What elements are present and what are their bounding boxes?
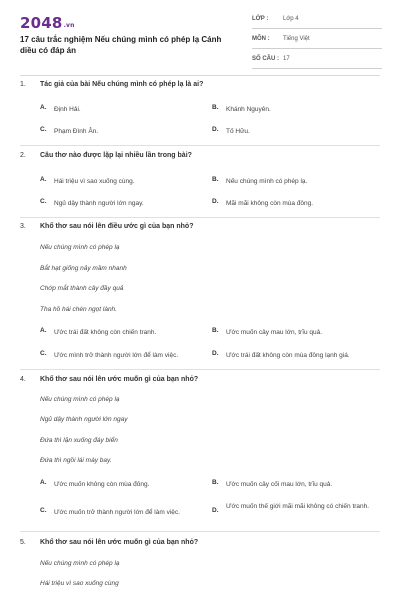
question-number: 5. xyxy=(20,539,26,546)
question-text: Khổ thơ sau nói lên ước muốn gì của bạn nhỏ? xyxy=(40,376,199,383)
question-text: Khổ thơ sau nói lên ước muốn gì của bạn nhỏ? xyxy=(40,539,199,546)
meta-box xyxy=(252,12,382,72)
option-text: Mãi mãi không còn mùa đông. xyxy=(226,200,314,207)
meta-label: SỐ CÂU : xyxy=(252,56,279,62)
meta-value: Tiếng Việt xyxy=(283,36,310,42)
option-letter: A. xyxy=(40,479,47,486)
site-logo[interactable] xyxy=(20,14,75,32)
option-text: Ước muốn cây cối mau lớn, trĩu quả. xyxy=(226,481,333,488)
question-2 xyxy=(20,152,380,166)
poem-line: Ngủ dậy thành người lớn ngay xyxy=(40,416,128,423)
question-number: 4. xyxy=(20,376,26,383)
meta-value: 17 xyxy=(283,56,290,62)
question-number: 2. xyxy=(20,152,26,159)
question-4 xyxy=(20,376,380,390)
question-text: Câu thơ nào được lặp lại nhiều lần trong bài? xyxy=(40,152,192,159)
worksheet-header xyxy=(0,0,400,75)
option-letter: B. xyxy=(212,104,219,111)
poem-line: Nếu chúng mình có phép lạ xyxy=(40,396,120,403)
meta-label: LỚP : xyxy=(252,16,269,22)
option-letter: D. xyxy=(212,198,219,205)
option-text: Nếu chúng mình có phép lạ. xyxy=(226,178,308,185)
option-letter: A. xyxy=(40,327,47,334)
option-text: Ước trái đất không còn chiến tranh. xyxy=(54,329,157,336)
option-text: Phạm Đình Ân. xyxy=(54,128,99,135)
poem-line: Nếu chúng mình có phép lạ xyxy=(40,244,120,251)
question-divider xyxy=(20,531,380,532)
meta-row-class xyxy=(252,12,382,29)
option-text: Hái triệu vì sao xuống cùng. xyxy=(54,178,135,185)
option-text: Ước trái đất không còn mùa đông lạnh giá. xyxy=(226,352,350,359)
poem-line: Hái triệu vì sao xuống cùng xyxy=(40,580,119,587)
option-text: Ngủ dậy thành người lớn ngay. xyxy=(54,200,144,207)
option-text: Khánh Nguyên. xyxy=(226,106,271,113)
question-divider xyxy=(20,369,380,370)
option-letter: C. xyxy=(40,350,47,357)
option-letter: D. xyxy=(212,507,219,514)
poem-line: Chớp mắt thành cây đầy quả xyxy=(40,285,124,292)
question-1 xyxy=(20,81,380,95)
worksheet-title: 17 câu trắc nghiệm Nếu chúng mình có phép lạ Cánh diều có đáp án xyxy=(20,35,222,55)
option-text: Ước mình trở thành người lớn để làm việc. xyxy=(54,352,179,359)
question-text: Tác giả của bài Nếu chúng mình có phép lạ là ai? xyxy=(40,81,204,88)
option-letter: C. xyxy=(40,198,47,205)
question-divider xyxy=(20,217,380,218)
header-divider xyxy=(20,75,380,76)
question-5 xyxy=(20,539,380,553)
option-text: Tố Hữu. xyxy=(226,128,250,135)
option-letter: A. xyxy=(40,104,47,111)
option-text: Ước muốn trở thành người lớn để làm việc. xyxy=(54,509,180,516)
meta-row-count xyxy=(252,52,382,69)
logo-suffix: .vn xyxy=(63,22,75,29)
poem-line: Tha hồ hái chén ngọt lành. xyxy=(40,306,117,313)
option-letter: B. xyxy=(212,327,219,334)
meta-label: MÔN : xyxy=(252,36,270,42)
option-letter: A. xyxy=(40,176,47,183)
poem-line: Đứa thì ngồi lái máy bay. xyxy=(40,457,112,464)
question-number: 1. xyxy=(20,81,26,88)
option-letter: D. xyxy=(212,350,219,357)
question-number: 3. xyxy=(20,223,26,230)
option-letter: C. xyxy=(40,126,47,133)
option-letter: B. xyxy=(212,176,219,183)
poem-line: Đứa thì lặn xuống đáy biển xyxy=(40,437,118,444)
meta-value: Lớp 4 xyxy=(283,16,299,22)
meta-row-subject xyxy=(252,32,382,49)
option-text: Ước muốn không còn mùa đông. xyxy=(54,481,150,488)
logo-main: 2048 xyxy=(20,14,63,32)
poem-line: Bắt hạt giống nảy mầm nhanh xyxy=(40,265,127,272)
option-text: Ước muốn thế giới mãi mãi không có chiến tranh. xyxy=(226,503,370,510)
option-letter: C. xyxy=(40,507,47,514)
question-text: Khổ thơ sau nói lên điều ước gì của bạn nhỏ? xyxy=(40,223,194,230)
option-text: Ước muốn cây mau lớn, trĩu quả. xyxy=(226,329,323,336)
question-3 xyxy=(20,223,380,237)
poem-line: Nếu chúng mình có phép lạ xyxy=(40,560,120,567)
option-text: Định Hải. xyxy=(54,106,81,113)
option-letter: B. xyxy=(212,479,219,486)
question-divider xyxy=(20,145,380,146)
option-letter: D. xyxy=(212,126,219,133)
